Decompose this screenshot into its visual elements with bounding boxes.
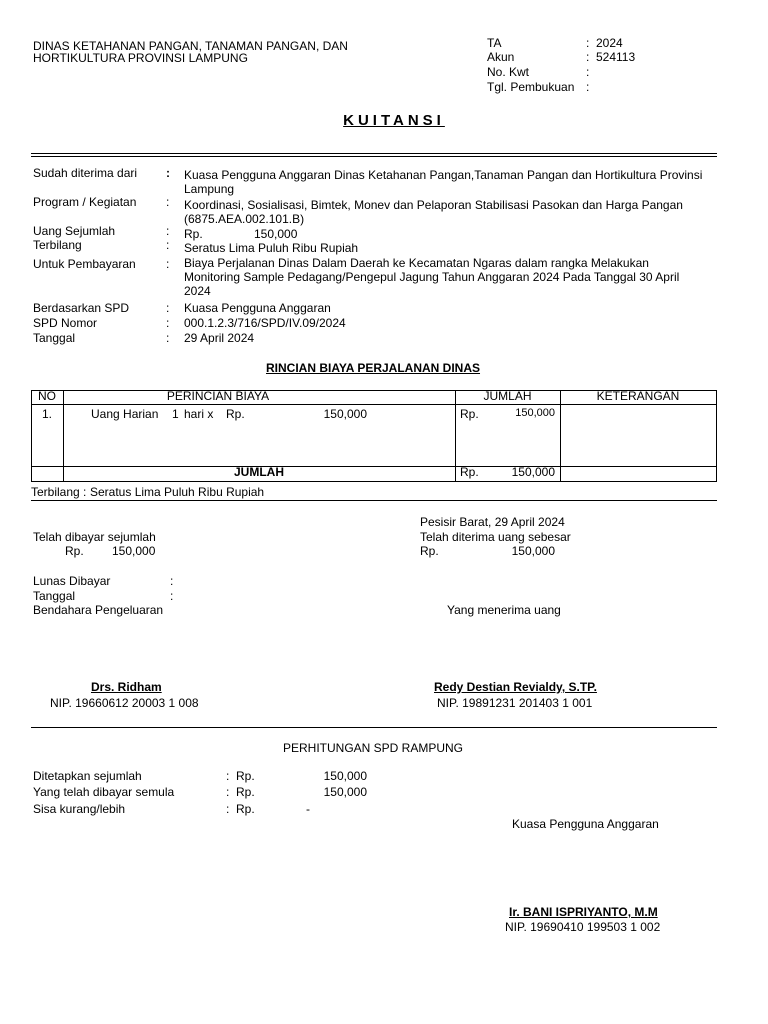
authority-name: Ir. BANI ISPRIYANTO, M.M: [509, 905, 658, 919]
authority-nip: NIP. 19690410 199503 1 002: [505, 920, 661, 934]
tanggal-colon: :: [170, 589, 174, 603]
treasurer-name: Drs. Ridham: [91, 680, 162, 694]
col-header-no: NO: [38, 389, 56, 403]
spd-number-colon: :: [166, 316, 170, 330]
meta-akun-colon: :: [586, 50, 590, 64]
meta-ta-value: 2024: [596, 36, 623, 50]
purpose-label: Untuk Pembayaran: [33, 257, 136, 271]
spelled-value: Seratus Lima Puluh Ribu Rupiah: [184, 241, 359, 255]
total-value: 150,000: [511, 465, 555, 479]
row-item: Uang Harian: [91, 407, 159, 421]
table-col-border: [31, 390, 32, 481]
total-label: JUMLAH: [234, 465, 284, 479]
paid-currency: Rp.: [65, 544, 84, 558]
row-no: 1.: [41, 407, 52, 421]
receiver-name: Redy Destian Revialdy, S.TP.: [434, 680, 597, 694]
paid-label: Telah dibayar sejumlah: [33, 530, 156, 544]
spd-final-currency: Rp.: [236, 785, 255, 799]
spd-final-value: -: [306, 802, 310, 816]
program-value: Koordinasi, Sosialisasi, Bimtek, Monev dan Pelaporan Stabilisasi Pasokan dan Harga Pangan (6875.AEA.002.101.B): [184, 198, 683, 226]
table-header-border: [31, 404, 717, 405]
spd-final-label: Sisa kurang/lebih: [33, 802, 126, 816]
row-currency: Rp.: [226, 407, 245, 421]
spd-final-colon: :: [226, 802, 230, 816]
spd-basis-label: Berdasarkan SPD: [33, 301, 130, 315]
purpose-colon: :: [166, 257, 170, 271]
section-divider: [31, 727, 717, 728]
spd-final-label: Ditetapkan sejumlah: [33, 769, 142, 783]
row-amount-currency: Rp.: [460, 407, 479, 421]
receiver-nip: NIP. 19891231 201403 1 001: [437, 696, 593, 710]
spelled-label: Terbilang: [33, 238, 82, 252]
table-col-border: [716, 390, 717, 481]
received-label: Telah diterima uang sebesar: [420, 530, 571, 544]
spd-number-label: SPD Nomor: [33, 316, 98, 330]
col-header-jumlah: JUMLAH: [483, 389, 532, 403]
org-name-line2: HORTIKULTURA PROVINSI LAMPUNG: [33, 51, 248, 65]
meta-akun-label: Akun: [487, 50, 515, 64]
spd-number-value: 000.1.2.3/716/SPD/IV.09/2024: [184, 316, 346, 330]
table-spelled-value: Seratus Lima Puluh Ribu Rupiah: [90, 485, 265, 499]
tanggal-label: Tanggal: [33, 589, 76, 603]
spd-date-value: 29 April 2024: [184, 331, 255, 345]
row-qty: 1: [172, 407, 179, 421]
amount-label: Uang Sejumlah: [33, 224, 116, 238]
lunas-label: Lunas Dibayar: [33, 574, 111, 588]
double-divider-bottom: [31, 156, 717, 157]
spd-final-label: Yang telah dibayar semula: [33, 785, 175, 799]
purpose-value: Biaya Perjalanan Dinas Dalam Daerah ke Kecamatan Ngaras dalam rangka Melakukan Monitoring Sample Pedagang/Pengepul Jagung Tahun Anggaran 2024 Pada Tanggal 30 April 2024: [184, 256, 680, 298]
table-col-border: [560, 390, 561, 481]
meta-ta-colon: :: [586, 36, 590, 50]
meta-tglpembukuan-colon: :: [586, 80, 590, 94]
spd-final-colon: :: [226, 769, 230, 783]
spd-basis-colon: :: [166, 301, 170, 315]
spd-date-colon: :: [166, 331, 170, 345]
meta-nokwt-label: No. Kwt: [487, 65, 530, 79]
row-unit: hari x: [184, 407, 214, 421]
section-divider: [31, 500, 717, 501]
col-header-perincian: PERINCIAN BIAYA: [166, 389, 270, 403]
meta-akun-value: 524113: [596, 50, 636, 64]
spd-final-colon: :: [226, 785, 230, 799]
amount-colon: :: [166, 224, 170, 238]
received-from-value: Kuasa Pengguna Anggaran Dinas Ketahanan Pangan,Tanaman Pangan dan Hortikultura Provinsi Lampung: [184, 168, 703, 196]
table-bottom-border: [31, 481, 717, 482]
double-divider-top: [31, 153, 717, 154]
received-from-label: Sudah diterima dari: [33, 166, 138, 180]
table-spelled-label: Terbilang :: [31, 485, 87, 499]
meta-tglpembukuan-label: Tgl. Pembukuan: [487, 80, 575, 94]
spelled-colon: :: [166, 238, 170, 252]
lunas-colon: :: [170, 574, 174, 588]
treasurer-label: Bendahara Pengeluaran: [33, 603, 164, 617]
place-date: Pesisir Barat, 29 April 2024: [420, 515, 565, 529]
document-title: KUITANSI: [343, 112, 445, 129]
col-header-keterangan: KETERANGAN: [596, 389, 680, 403]
amount-value: 150,000: [254, 227, 298, 241]
receiver-label: Yang menerima uang: [447, 603, 561, 617]
spd-final-value: 150,000: [323, 769, 367, 783]
spd-final-currency: Rp.: [236, 802, 255, 816]
row-unit-amount: 150,000: [323, 407, 367, 421]
spd-date-label: Tanggal: [33, 331, 76, 345]
received-from-colon: :: [166, 166, 170, 180]
total-currency: Rp.: [460, 465, 479, 479]
org-name-line1: DINAS KETAHANAN PANGAN, TANAMAN PANGAN, DAN: [33, 39, 348, 53]
spd-basis-value: Kuasa Pengguna Anggaran: [184, 301, 331, 315]
program-colon: :: [166, 195, 170, 209]
meta-ta-label: TA: [487, 36, 502, 50]
spd-final-currency: Rp.: [236, 769, 255, 783]
spd-final-value: 150,000: [323, 785, 367, 799]
treasurer-nip: NIP. 19660612 20003 1 008: [50, 696, 199, 710]
paid-value: 150,000: [112, 544, 156, 558]
received-value: 150,000: [511, 544, 555, 558]
spd-final-heading: PERHITUNGAN SPD RAMPUNG: [282, 741, 464, 755]
amount-currency: Rp.: [184, 227, 203, 241]
table-col-border: [455, 390, 456, 481]
authority-label: Kuasa Pengguna Anggaran: [512, 817, 659, 831]
received-currency: Rp.: [420, 544, 439, 558]
cost-table-heading: RINCIAN BIAYA PERJALANAN DINAS: [265, 361, 481, 375]
program-label: Program / Kegiatan: [33, 195, 137, 209]
row-amount: 150,000: [515, 407, 555, 419]
meta-nokwt-colon: :: [586, 65, 590, 79]
